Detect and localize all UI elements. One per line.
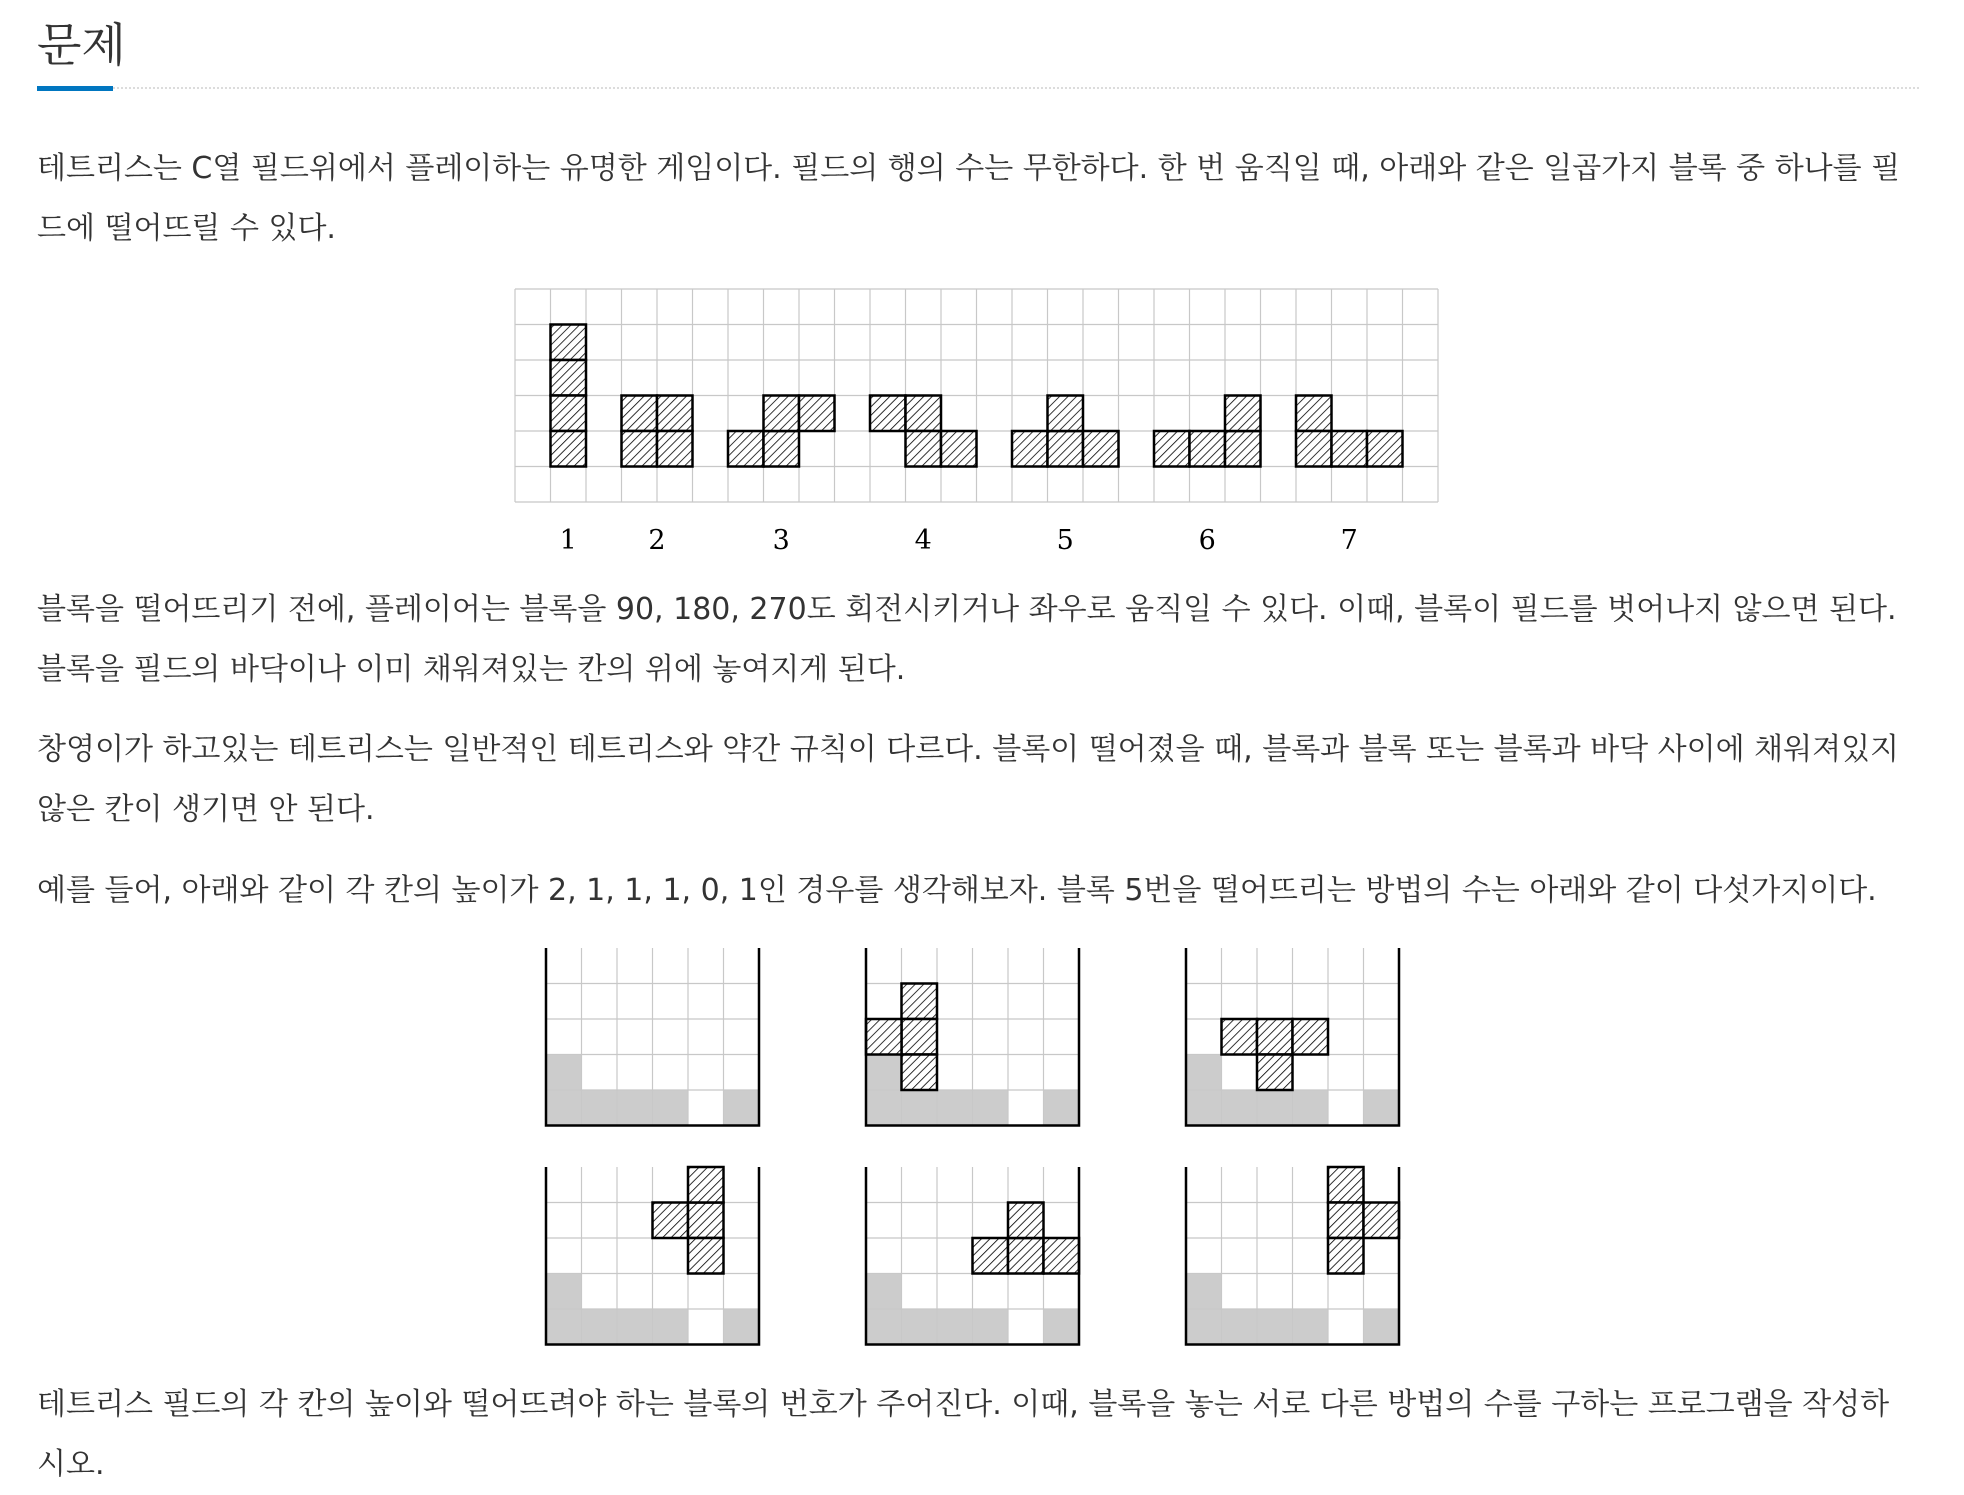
problem-paragraph-4: 예를 들어, 아래와 같이 각 칸의 높이가 2, 1, 1, 1, 0, 1인 경우를 생각해보자. 블록 5번을 떨어뜨리는 방법의 수는 아래와 같이 다섯가지이다. <box>37 873 1877 908</box>
block-number-label: 4 <box>914 525 932 556</box>
tetromino-block-7 <box>1296 396 1403 467</box>
placed-block-cell <box>1008 1203 1044 1239</box>
filled-column <box>617 1309 653 1345</box>
placed-block-cell <box>902 1055 938 1091</box>
filled-column <box>1257 1309 1293 1345</box>
filled-column <box>902 1309 938 1345</box>
problem-paragraph-1: 테트리스는 C열 필드위에서 플레이하는 유명한 게임이다. 필드의 행의 수는 무한하다. 한 번 움직일 때, 아래와 같은 일곱가지 블록 중 하나를 필드에 떨어뜨릴 수 있다. <box>37 151 1901 246</box>
block-cell <box>1012 431 1048 467</box>
filled-column <box>1293 1309 1329 1345</box>
block-cell <box>728 431 764 467</box>
filled-column <box>973 1090 1009 1126</box>
block-cell <box>1225 396 1261 432</box>
block-cell <box>657 431 693 467</box>
filled-column <box>582 1090 618 1126</box>
placed-block-cell <box>653 1203 689 1239</box>
block-cell <box>1083 431 1119 467</box>
tetromino-block-4 <box>870 396 977 467</box>
block-number-label: 3 <box>772 525 790 556</box>
placed-block-cell <box>1328 1238 1364 1274</box>
placed-block-cell <box>1044 1238 1080 1274</box>
placed-block-cell <box>1008 1238 1044 1274</box>
placed-block-cell <box>688 1203 724 1239</box>
block-cell <box>1048 396 1084 432</box>
block-number-label: 2 <box>648 525 666 556</box>
placed-block-cell <box>1293 1019 1329 1055</box>
example-field-6 <box>1186 1167 1399 1345</box>
example-field-3 <box>1186 948 1399 1126</box>
filled-column <box>653 1090 689 1126</box>
filled-column <box>1257 1090 1293 1126</box>
filled-column <box>1044 1309 1080 1345</box>
placed-block-cell <box>1222 1019 1258 1055</box>
tetromino-block-2 <box>622 396 693 467</box>
heading-divider <box>37 87 1919 89</box>
section-heading: 문제 <box>37 18 126 72</box>
block-cell <box>1296 431 1332 467</box>
block-cell <box>764 431 800 467</box>
block-cell <box>906 431 942 467</box>
block-cell <box>1367 431 1403 467</box>
filled-column <box>1293 1090 1329 1126</box>
placed-block-cell <box>1328 1167 1364 1203</box>
block-cell <box>1048 431 1084 467</box>
heading-accent-underline <box>37 86 113 91</box>
filled-column <box>582 1309 618 1345</box>
block-cell <box>1332 431 1368 467</box>
block-cell <box>799 396 835 432</box>
block-number-label: 7 <box>1340 525 1358 556</box>
placed-block-cell <box>902 984 938 1020</box>
block-cell <box>622 396 658 432</box>
filled-column <box>724 1309 760 1345</box>
problem-paragraph-3: 창영이가 하고있는 테트리스는 일반적인 테트리스와 약간 규칙이 다르다. 블록이 떨어졌을 때, 블록과 블록 또는 블록과 바닥 사이에 채워져있지 않은 칸이 생기면 안 된다. <box>37 732 1900 827</box>
placed-block-cell <box>688 1167 724 1203</box>
block-cell <box>1154 431 1190 467</box>
tetromino-block-3 <box>728 396 835 467</box>
problem-paragraph-2: 블록을 떨어뜨리기 전에, 플레이어는 블록을 90, 180, 270도 회전시키거나 좌우로 움직일 수 있다. 이때, 블록이 필드를 벗어나지 않으면 된다. 블록을 필드의 바닥이나 이미 채워져있는 칸의 위에 놓여지게 된다. <box>37 592 1897 687</box>
placed-block-cell <box>1257 1019 1293 1055</box>
filled-column <box>724 1090 760 1126</box>
problem-paragraph-5: 테트리스 필드의 각 칸의 높이와 떨어뜨려야 하는 블록의 번호가 주어진다. 이때, 블록을 놓는 서로 다른 방법의 수를 구하는 프로그램을 작성하시오. <box>37 1387 1890 1482</box>
example-field-5 <box>866 1167 1079 1345</box>
block-number-label: 5 <box>1056 525 1074 556</box>
block-cell <box>870 396 906 432</box>
example-field-1 <box>546 948 759 1126</box>
placed-block-cell <box>866 1019 902 1055</box>
block-cell <box>622 431 658 467</box>
filled-column <box>1222 1090 1258 1126</box>
tetromino-block-1 <box>551 325 587 467</box>
filled-column <box>1364 1090 1400 1126</box>
block-cell <box>551 325 587 361</box>
filled-column <box>1222 1309 1258 1345</box>
filled-column <box>1044 1090 1080 1126</box>
tetromino-block-5 <box>1012 396 1119 467</box>
placed-block-cell <box>1364 1203 1400 1239</box>
block-number-label: 6 <box>1198 525 1216 556</box>
placed-block-cell <box>902 1019 938 1055</box>
filled-column <box>973 1309 1009 1345</box>
block-cell <box>1296 396 1332 432</box>
filled-column <box>937 1309 973 1345</box>
placed-block-cell <box>1328 1203 1364 1239</box>
block-cell <box>906 396 942 432</box>
block-cell <box>551 360 587 396</box>
placed-block-cell <box>688 1238 724 1274</box>
tetromino-blocks-figure <box>514 288 1446 560</box>
example-field-2 <box>866 948 1079 1126</box>
filled-column <box>937 1090 973 1126</box>
filled-column <box>902 1090 938 1126</box>
block-cell <box>657 396 693 432</box>
block-number-label: 1 <box>559 525 577 556</box>
block-cell <box>551 396 587 432</box>
block-cell <box>764 396 800 432</box>
placed-block-cell <box>1257 1055 1293 1091</box>
filled-column <box>1364 1309 1400 1345</box>
tetromino-block-6 <box>1154 396 1261 467</box>
placed-block-cell <box>973 1238 1009 1274</box>
block-cell <box>1190 431 1226 467</box>
example-placements-figure <box>544 946 1410 1352</box>
block-cell <box>1225 431 1261 467</box>
block-cell <box>941 431 977 467</box>
block-cell <box>551 431 587 467</box>
filled-column <box>617 1090 653 1126</box>
filled-column <box>653 1309 689 1345</box>
example-field-4 <box>546 1167 759 1345</box>
